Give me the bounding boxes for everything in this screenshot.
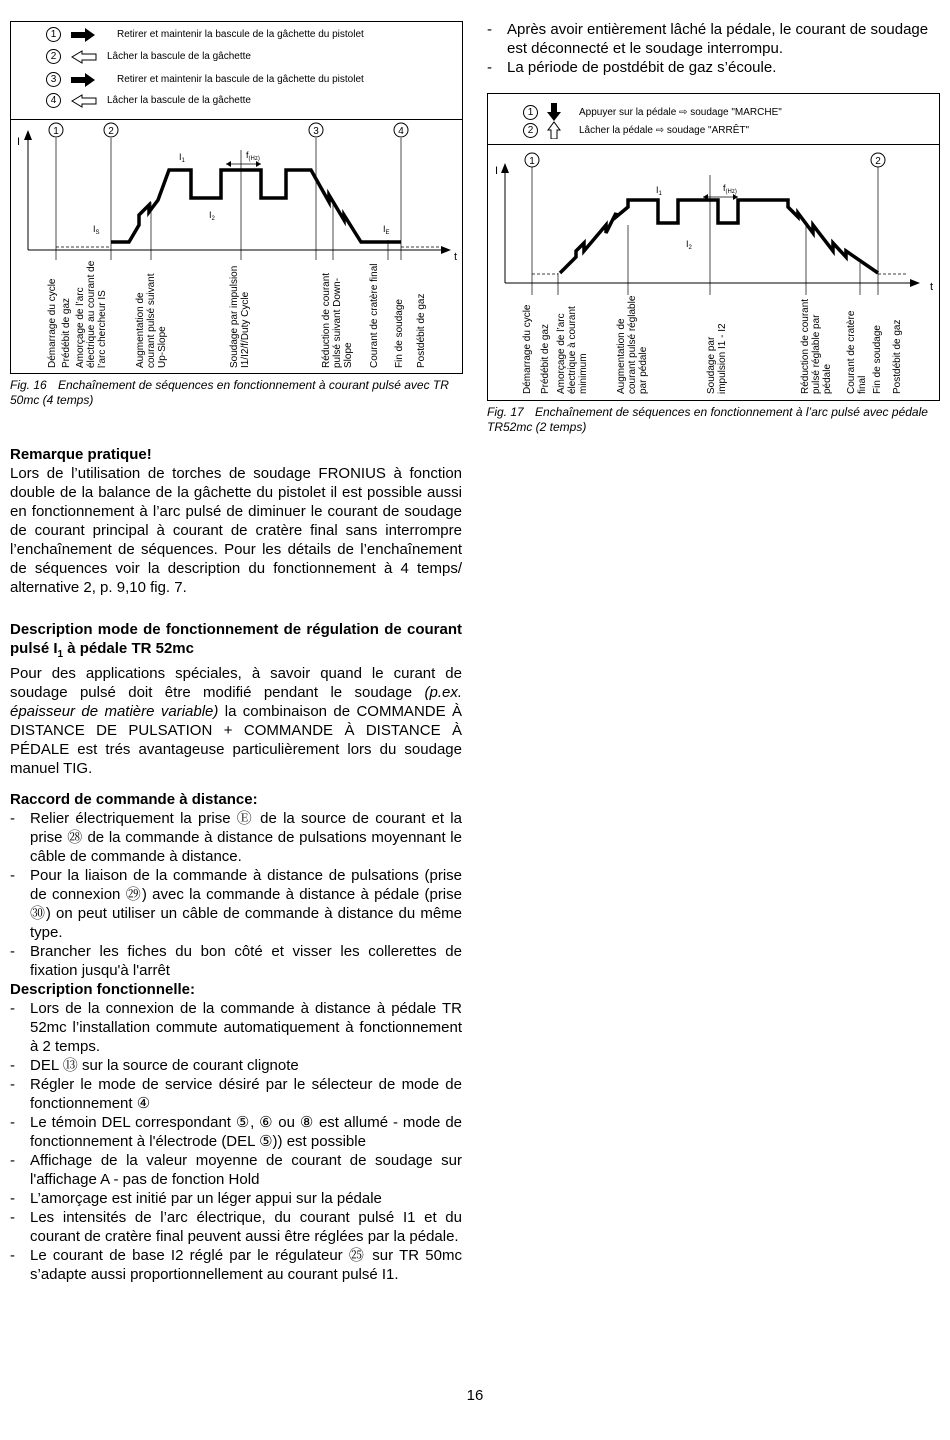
- phase-label: Amorçage de l’arc électrique à courant minimum: [556, 306, 589, 394]
- fonctionnelle-title: Description fonctionnelle:: [10, 981, 196, 998]
- axis-t-label: t: [454, 251, 458, 263]
- bullet-item: - Le témoin DEL correspondant ⑤, ⑥ ou ⑧ est allumé - mode de fonctionnement à l'électrode (DEL ⑤)) est possible: [10, 1113, 462, 1151]
- caption-text: Enchaînement de séquences en fonctionnement à l’arc pulsé avec pédale TR52mc (2 temps): [487, 405, 928, 434]
- legend-text: Retirer et maintenir la bascule de la gâchette du pistolet: [117, 74, 364, 85]
- remarque-section: [10, 445, 462, 597]
- figure-17: [487, 93, 940, 401]
- bullet-item: - Lors de la connexion de la commande à distance à pédale TR 52mc l’installation commute automatiquement à fonctionnement à 2 temps.: [10, 999, 462, 1056]
- phase-label: Prédébit de gaz: [540, 323, 551, 394]
- raccord-section: [10, 790, 462, 1284]
- remarque-body: Lors de l’utilisation de torches de soudage FRONIUS à fonction double de la balance de la gâchette du pistolet il est possible aussi en fonctionnement à l’arc pulsé de diminuer le courant de soudage de courant principal à courant de cratère final sans interrompre l’enchaînement de séquences. Pour les détails de l’enchaînement de séquences voir la description du fonctionnement à 4 temps/ alternative 2, p. 9,10 fig. 7.: [10, 465, 462, 596]
- marker-circle: 3: [46, 72, 61, 87]
- fig16-phase-labels: [11, 22, 462, 373]
- label-i1: $I_1$: [179, 152, 185, 164]
- axis-i-label: I: [495, 165, 499, 177]
- phase-label: Démarrage du cycle: [522, 304, 533, 394]
- label-freq: $f_{(Hz)}$: [723, 183, 737, 195]
- fig16-caption: [10, 378, 460, 408]
- marker-2: 2: [108, 126, 114, 137]
- bullet-item: - Régler le mode de service désiré par le sélecteur de mode de fonctionnement ④: [10, 1075, 462, 1113]
- figure-16: [10, 21, 463, 374]
- marker-circle: 1: [523, 105, 538, 120]
- caption-number: Fig. 16: [10, 378, 47, 392]
- phase-label: Réduction de courant pulsé réglable par pédale: [800, 298, 833, 394]
- marker-circle: 2: [523, 123, 538, 138]
- legend-text: Lâcher la bascule de la gâchette: [107, 95, 251, 106]
- raccord-title: Raccord de commande à distance:: [10, 791, 258, 808]
- phase-label: Réduction de courant pulsé suivant Down-Slope: [321, 272, 354, 368]
- bullet-item: - L’amorçage est initié par un léger appui sur la pédale: [10, 1189, 462, 1208]
- bullet-item: - Les intensités de l’arc électrique, du courant pulsé I1 et du courant de cratère final peuvent aussi être réglées par la pédale.: [10, 1208, 462, 1246]
- bullet-item: - DEL ⑬ sur la source de courant clignote: [10, 1056, 462, 1075]
- marker-circle: 4: [46, 93, 61, 108]
- marker-3: 3: [313, 126, 319, 137]
- label-i1: $I_1$: [656, 185, 662, 197]
- legend-text: Lâcher la pédale ⇨ soudage "ARRÊT": [579, 124, 750, 136]
- legend-text: Retirer et maintenir la bascule de la gâchette du pistolet: [117, 29, 364, 40]
- caption-text: Enchaînement de séquences en fonctionnement à courant pulsé avec TR 50mc (4 temps): [10, 378, 449, 407]
- phase-label: Soudage par impulsion I1 - I2: [706, 323, 728, 394]
- phase-label: Fin de soudage: [872, 325, 883, 394]
- bullet-item: - Après avoir entièrement lâché la pédale, le courant de soudage est déconnecté et le soudage interrompu.: [487, 20, 939, 58]
- phase-label: Courant de cratère final: [846, 310, 868, 394]
- label-freq: $f_{(Hz)}$: [246, 150, 260, 162]
- legend-text: Lâcher la bascule de la gâchette: [107, 51, 251, 62]
- caption-number: Fig. 17: [487, 405, 524, 419]
- axis-i-label: I: [17, 136, 21, 148]
- bullet-item: - Brancher les fiches du bon côté et visser les collerettes de fixation jusqu'à l'arrêt: [10, 942, 462, 980]
- phase-label: Amorçage de l’arc électrique au courant de l’arc chercheur IS: [75, 260, 108, 368]
- bullet-item: - Le courant de base I2 réglé par le régulateur ㉕ sur TR 50mc s’adapte aussi proportionnellement au courant pulsé I1.: [10, 1246, 462, 1284]
- label-is: $I_S$: [93, 224, 100, 236]
- marker-1: 1: [53, 126, 59, 137]
- bullet-item: - La période de postdébit de gaz s’écoule.: [487, 58, 939, 77]
- marker-1: 1: [529, 156, 535, 167]
- marker-4: 4: [398, 126, 404, 137]
- marker-2: 2: [875, 156, 881, 167]
- bullet-item: - Relier électriquement la prise Ⓔ de la source de courant et la prise ㉘ de la commande à distance de pulsations moyennant le câble de commande à distance.: [10, 809, 462, 866]
- phase-label: Soudage par impulsion I1/I2/f/Duty Cycle: [229, 265, 251, 368]
- phase-label: Augmentation de courant pulsé suivant Up-Slope: [135, 273, 168, 368]
- phase-label: Courant de cratère final: [369, 263, 380, 368]
- phase-label: Postdébit de gaz: [416, 293, 427, 368]
- remarque-title: Remarque pratique!: [10, 446, 152, 463]
- right-top-text: [487, 20, 939, 77]
- page-number: 16: [466, 1387, 484, 1404]
- phase-label: Augmentation de courant pulsé réglable par pédale: [616, 295, 649, 394]
- marker-circle: 2: [46, 49, 61, 64]
- label-i2: $I_2$: [686, 239, 692, 251]
- phase-label: Fin de soudage: [394, 299, 405, 368]
- phase-label: Postdébit de gaz: [892, 319, 903, 394]
- description-section: [10, 620, 462, 778]
- legend-text: Appuyer sur la pédale ⇨ soudage "MARCHE": [579, 106, 782, 118]
- phase-label: Prédébit de gaz: [61, 297, 72, 368]
- description-body: Pour des applications spéciales, à savoir quand le curant de soudage pulsé doit être modifié pendant le soudage (p.ex. épaisseur de matière variable) la combinaison de COMMANDE À DISTANCE DE PULSATION + COMMANDE À DISTANCE À PÉDALE est trés avantageuse particulièrement lors du soudage manuel TIG.: [10, 665, 462, 777]
- fig17-caption: [487, 405, 942, 435]
- label-ie: $I_E$: [383, 224, 390, 236]
- marker-circle: 1: [46, 27, 61, 42]
- phase-label: Démarrage du cycle: [47, 278, 58, 368]
- axis-t-label: t: [930, 281, 934, 293]
- description-title: Description mode de fonctionnement de régulation de courant pulsé $I_1$ à pédale TR 52mc: [10, 621, 462, 660]
- label-i2: $I_2$: [209, 210, 215, 222]
- fig17-phase-labels: [488, 94, 939, 400]
- bullet-item: - Affichage de la valeur moyenne de courant de soudage sur l'affichage A - pas de fonction Hold: [10, 1151, 462, 1189]
- bullet-item: - Pour la liaison de la commande à distance de pulsations (prise de connexion ㉙) avec la commande à distance à pédale (prise ㉚) on peut utiliser un câble de commande à distance du même type.: [10, 866, 462, 942]
